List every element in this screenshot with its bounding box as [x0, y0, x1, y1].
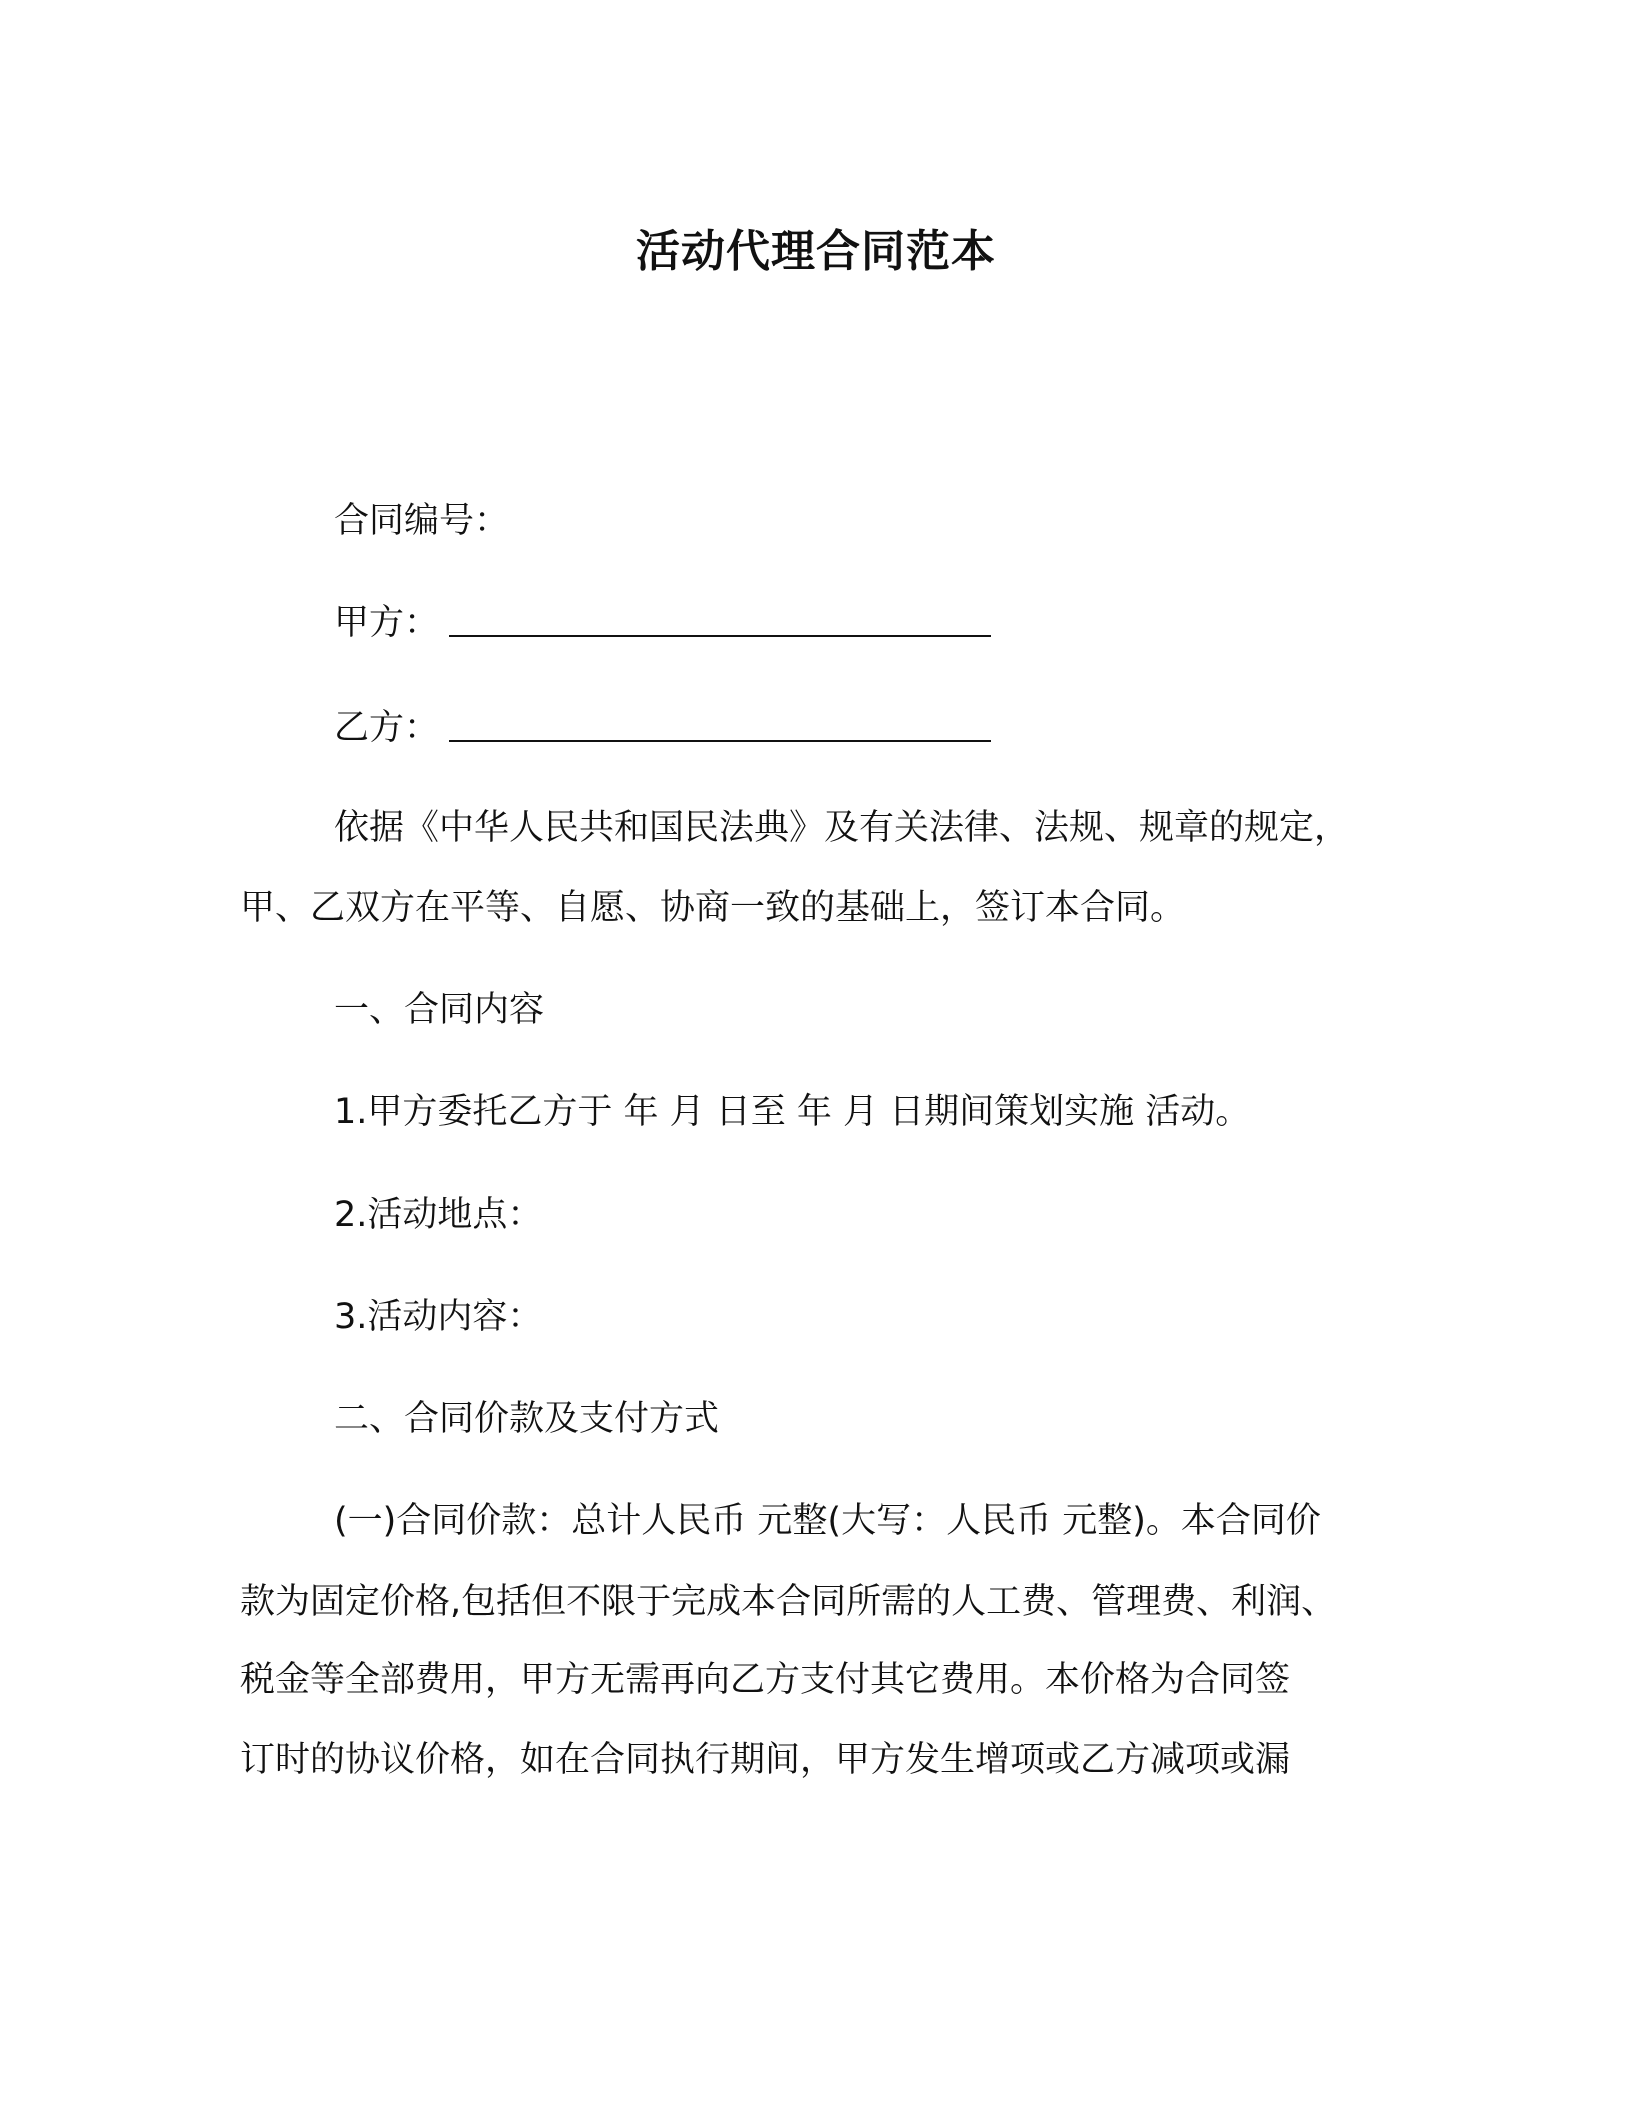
party-b-label: 乙方：	[334, 708, 440, 748]
section-2-paragraph-line-3: 税金等全部费用，甲方无需再向乙方支付其它费用。本价格为合同签	[240, 1660, 1291, 1700]
section-1-heading: 一、合同内容	[334, 990, 545, 1030]
section-2-paragraph-line-4: 订时的协议价格，如在合同执行期间，甲方发生增项或乙方减项或漏	[240, 1740, 1291, 1780]
contract-number-label: 合同编号：	[334, 501, 510, 541]
intro-line-2: 甲、乙双方在平等、自愿、协商一致的基础上，签订本合同。	[240, 888, 1186, 928]
party-b-blank-line	[449, 740, 991, 742]
section-2-paragraph-line-1: (一)合同价款：总计人民币 元整(大写：人民币 元整)。本合同价	[334, 1501, 1321, 1541]
section-2-paragraph-line-2: 款为固定价格,包括但不限于完成本合同所需的人工费、管理费、利润、	[240, 1582, 1337, 1622]
section-1-item-1: 1.甲方委托乙方于 年 月 日至 年 月 日期间策划实施 活动。	[334, 1092, 1251, 1132]
party-a-label: 甲方：	[334, 603, 440, 643]
section-1-item-3: 3.活动内容：	[334, 1297, 543, 1337]
document-title: 活动代理合同范本	[636, 226, 996, 277]
party-b-row	[334, 703, 1410, 753]
party-a-row	[334, 598, 1410, 648]
section-2-heading: 二、合同价款及支付方式	[334, 1399, 720, 1439]
party-a-blank-line	[449, 635, 991, 637]
intro-line-1: 依据《中华人民共和国民法典》及有关法律、法规、规章的规定，	[334, 808, 1350, 848]
section-1-item-2: 2.活动地点：	[334, 1195, 543, 1235]
